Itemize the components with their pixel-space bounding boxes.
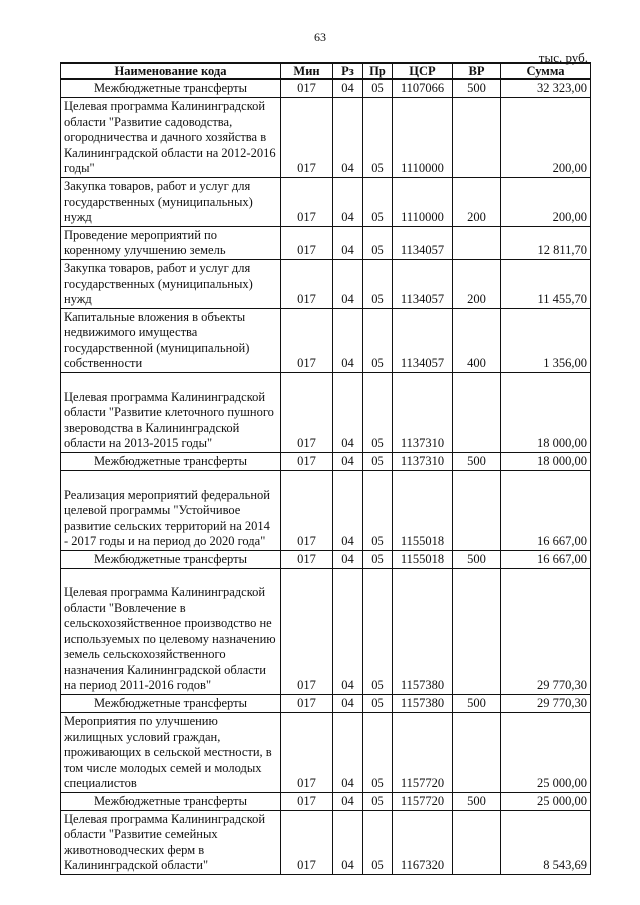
row-name-cell: Реализация мероприятий федеральной целевой программы "Устойчивое развитие сельских территорий на 2014 - 2017 годы и на период до 2020 года" [61, 470, 281, 550]
row-name-cell: Капитальные вложения в объекты недвижимого имущества государственной (муниципальной) собственности [61, 308, 281, 372]
budget-table [60, 62, 591, 875]
header-min: Мин [281, 63, 333, 79]
row-vr-cell [453, 372, 501, 452]
row-vr-cell: 500 [453, 792, 501, 810]
table-row [61, 792, 591, 810]
table-body [61, 79, 591, 874]
row-sum-cell: 1 356,00 [501, 308, 591, 372]
row-rz-cell: 04 [333, 97, 363, 177]
row-sum-cell: 11 455,70 [501, 259, 591, 308]
row-vr-cell: 500 [453, 452, 501, 470]
row-vr-cell: 200 [453, 177, 501, 226]
row-min-cell: 017 [281, 694, 333, 712]
row-rz-cell: 04 [333, 226, 363, 259]
table-row [61, 452, 591, 470]
row-rz-cell: 04 [333, 177, 363, 226]
row-name-cell: Закупка товаров, работ и услуг для государственных (муниципальных) нужд [61, 177, 281, 226]
row-csr-cell: 1167320 [393, 810, 453, 874]
row-pr-cell: 05 [363, 470, 393, 550]
row-name-cell: Целевая программа Калининградской области "Развитие садоводства, огородничества и дачного хозяйства в Калининградской области на 2012-2016 годы" [61, 97, 281, 177]
row-pr-cell: 05 [363, 810, 393, 874]
row-sum-cell: 32 323,00 [501, 79, 591, 97]
units-label: тыс. руб. [538, 50, 588, 65]
table-row [61, 177, 591, 226]
row-csr-cell: 1134057 [393, 226, 453, 259]
row-min-cell: 017 [281, 470, 333, 550]
row-sum-cell: 16 667,00 [501, 550, 591, 568]
row-min-cell: 017 [281, 712, 333, 792]
row-pr-cell: 05 [363, 372, 393, 452]
header-name: Наименование кода [61, 63, 281, 79]
header-pr: Пр [363, 63, 393, 79]
row-csr-cell: 1157380 [393, 694, 453, 712]
row-min-cell: 017 [281, 372, 333, 452]
row-sum-cell: 18 000,00 [501, 372, 591, 452]
row-sum-cell: 8 543,69 [501, 810, 591, 874]
row-csr-cell: 1157380 [393, 568, 453, 694]
row-name-cell: Межбюджетные трансферты [61, 452, 281, 470]
row-pr-cell: 05 [363, 550, 393, 568]
row-csr-cell: 1110000 [393, 97, 453, 177]
row-csr-cell: 1134057 [393, 259, 453, 308]
row-sum-cell: 12 811,70 [501, 226, 591, 259]
row-name-cell: Целевая программа Калининградской области "Развитие семейных животноводческих ферм в Калининградской области" [61, 810, 281, 874]
row-pr-cell: 05 [363, 259, 393, 308]
row-sum-cell: 25 000,00 [501, 792, 591, 810]
row-rz-cell: 04 [333, 470, 363, 550]
row-vr-cell: 400 [453, 308, 501, 372]
row-pr-cell: 05 [363, 97, 393, 177]
row-name-cell: Закупка товаров, работ и услуг для государственных (муниципальных) нужд [61, 259, 281, 308]
row-vr-cell [453, 226, 501, 259]
row-csr-cell: 1155018 [393, 550, 453, 568]
row-min-cell: 017 [281, 97, 333, 177]
row-min-cell: 017 [281, 452, 333, 470]
header-vr: ВР [453, 63, 501, 79]
row-pr-cell: 05 [363, 226, 393, 259]
row-csr-cell: 1157720 [393, 712, 453, 792]
row-name-cell: Межбюджетные трансферты [61, 792, 281, 810]
row-min-cell: 017 [281, 792, 333, 810]
row-vr-cell: 500 [453, 550, 501, 568]
row-min-cell: 017 [281, 226, 333, 259]
row-name-cell: Проведение мероприятий по коренному улучшению земель [61, 226, 281, 259]
row-name-cell: Межбюджетные трансферты [61, 79, 281, 97]
row-name-cell: Целевая программа Калининградской области "Вовлечение в сельскохозяйственное производство не используемых по целевому назначению земель сельскохозяйственного назначения Калининградской области на период 2011-2016 годов" [61, 568, 281, 694]
row-vr-cell [453, 568, 501, 694]
row-rz-cell: 04 [333, 79, 363, 97]
row-vr-cell [453, 712, 501, 792]
table-row [61, 259, 591, 308]
row-rz-cell: 04 [333, 792, 363, 810]
row-vr-cell [453, 97, 501, 177]
row-csr-cell: 1137310 [393, 452, 453, 470]
row-csr-cell: 1155018 [393, 470, 453, 550]
table-row [61, 550, 591, 568]
row-rz-cell: 04 [333, 694, 363, 712]
row-pr-cell: 05 [363, 452, 393, 470]
table-row [61, 226, 591, 259]
page-number: 63 [314, 30, 326, 44]
row-min-cell: 017 [281, 308, 333, 372]
row-pr-cell: 05 [363, 568, 393, 694]
row-rz-cell: 04 [333, 810, 363, 874]
table-header-row [61, 63, 591, 79]
row-rz-cell: 04 [333, 259, 363, 308]
row-rz-cell: 04 [333, 308, 363, 372]
row-csr-cell: 1107066 [393, 79, 453, 97]
header-rz: Рз [333, 63, 363, 79]
row-sum-cell: 16 667,00 [501, 470, 591, 550]
table-row [61, 308, 591, 372]
row-name-cell: Целевая программа Калининградской области "Развитие клеточного пушного звероводства в Калининградской области на 2013-2015 годы" [61, 372, 281, 452]
header-sum: Сумма [501, 63, 591, 79]
row-pr-cell: 05 [363, 694, 393, 712]
row-sum-cell: 200,00 [501, 177, 591, 226]
row-min-cell: 017 [281, 177, 333, 226]
row-min-cell: 017 [281, 259, 333, 308]
row-rz-cell: 04 [333, 550, 363, 568]
row-min-cell: 017 [281, 79, 333, 97]
table-row [61, 372, 591, 452]
row-rz-cell: 04 [333, 712, 363, 792]
row-name-cell: Межбюджетные трансферты [61, 694, 281, 712]
row-sum-cell: 18 000,00 [501, 452, 591, 470]
row-rz-cell: 04 [333, 372, 363, 452]
row-vr-cell: 500 [453, 694, 501, 712]
row-rz-cell: 04 [333, 452, 363, 470]
table-row [61, 79, 591, 97]
table-row [61, 568, 591, 694]
row-pr-cell: 05 [363, 79, 393, 97]
row-vr-cell: 500 [453, 79, 501, 97]
row-csr-cell: 1110000 [393, 177, 453, 226]
row-sum-cell: 29 770,30 [501, 568, 591, 694]
table-row [61, 470, 591, 550]
row-vr-cell [453, 470, 501, 550]
header-csr: ЦСР [393, 63, 453, 79]
row-name-cell: Межбюджетные трансферты [61, 550, 281, 568]
row-csr-cell: 1157720 [393, 792, 453, 810]
row-min-cell: 017 [281, 568, 333, 694]
row-sum-cell: 29 770,30 [501, 694, 591, 712]
table-row [61, 810, 591, 874]
row-csr-cell: 1137310 [393, 372, 453, 452]
table-row [61, 694, 591, 712]
row-pr-cell: 05 [363, 712, 393, 792]
row-vr-cell: 200 [453, 259, 501, 308]
row-sum-cell: 200,00 [501, 97, 591, 177]
row-min-cell: 017 [281, 810, 333, 874]
row-min-cell: 017 [281, 550, 333, 568]
row-csr-cell: 1134057 [393, 308, 453, 372]
row-sum-cell: 25 000,00 [501, 712, 591, 792]
table-row [61, 97, 591, 177]
table-row [61, 712, 591, 792]
row-name-cell: Мероприятия по улучшению жилищных условий граждан, проживающих в сельской местности, в том числе молодых семей и молодых специалистов [61, 712, 281, 792]
row-pr-cell: 05 [363, 177, 393, 226]
row-pr-cell: 05 [363, 308, 393, 372]
row-rz-cell: 04 [333, 568, 363, 694]
row-vr-cell [453, 810, 501, 874]
row-pr-cell: 05 [363, 792, 393, 810]
